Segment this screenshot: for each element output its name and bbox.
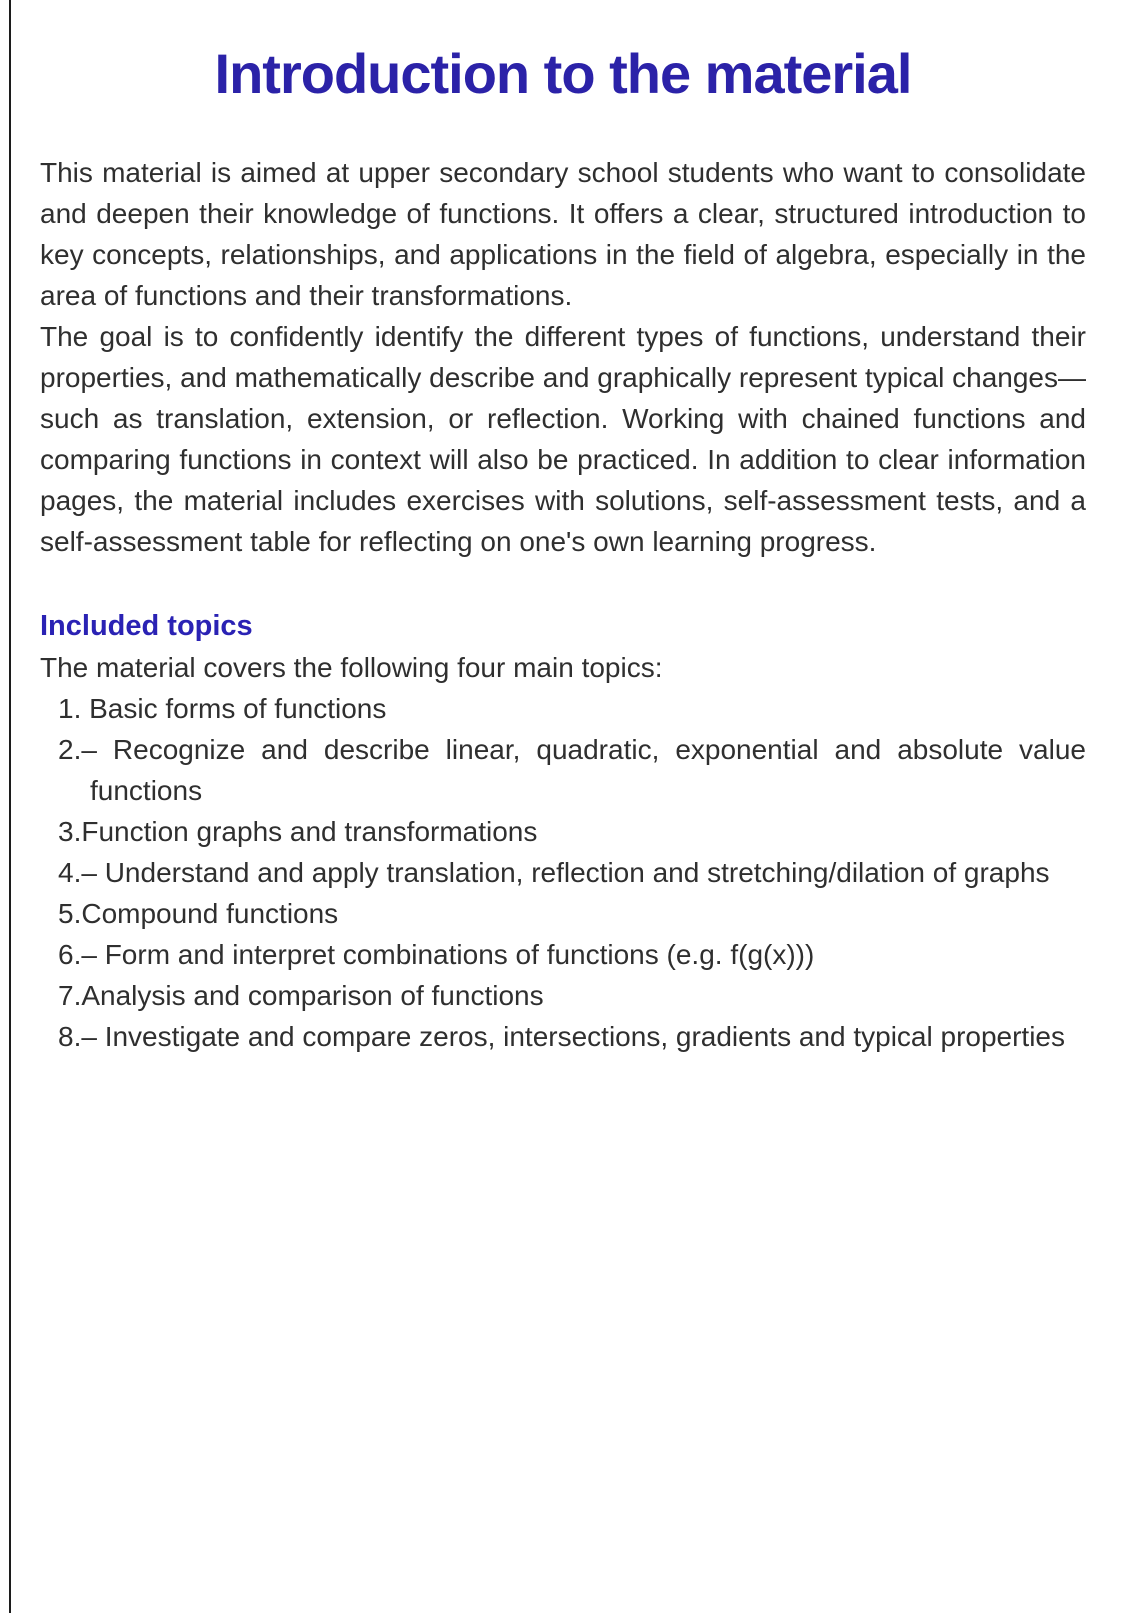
topic-list-item: 3.Function graphs and transformations: [58, 816, 538, 848]
included-topics-intro: The material covers the following four main topics:: [40, 652, 663, 684]
page-content: [40, 0, 1086, 1057]
intro-text-block: [40, 152, 1086, 562]
topic-list-item: 4.– Understand and apply translation, reflection and stretching/dilation of graphs: [58, 857, 1050, 889]
intro-paragraph-1: This material is aimed at upper secondary school students who want to consolidate and deepen their knowledge of functions. It offers a clear, structured introduction to key concepts, relationships, and applications in the field of algebra, especially in the area of functions and their transformations.: [40, 157, 1086, 312]
included-topics-heading: Included topics: [40, 610, 253, 643]
intro-paragraph-2: The goal is to confidently identify the different types of functions, understand their properties, and mathematically describe and graphically represent typical changes—such as translation, extension, or reflection. Working with chained functions and comparing functions in context will also be practiced. In addition to clear information pages, the material includes exercises with solutions, self-assessment tests, and a self-assessment table for reflecting on one's own learning progress.: [40, 321, 1086, 558]
topic-list-item: 6.– Form and interpret combinations of functions (e.g. f(g(x))): [58, 939, 815, 971]
page-edge-line: [9, 0, 11, 1613]
topics-list: [40, 688, 1086, 1057]
topic-list-item: 8.– Investigate and compare zeros, intersections, gradients and typical properties: [58, 1021, 1066, 1053]
topic-list-item: 5.Compound functions: [58, 898, 339, 930]
topic-list-item: 7.Analysis and comparison of functions: [58, 980, 544, 1012]
topic-list-item: 2.– Recognize and describe linear, quadratic, exponential and absolute value functions: [58, 734, 1086, 807]
topic-list-item: 1. Basic forms of functions: [58, 693, 387, 725]
page-title: Introduction to the material: [214, 42, 912, 105]
